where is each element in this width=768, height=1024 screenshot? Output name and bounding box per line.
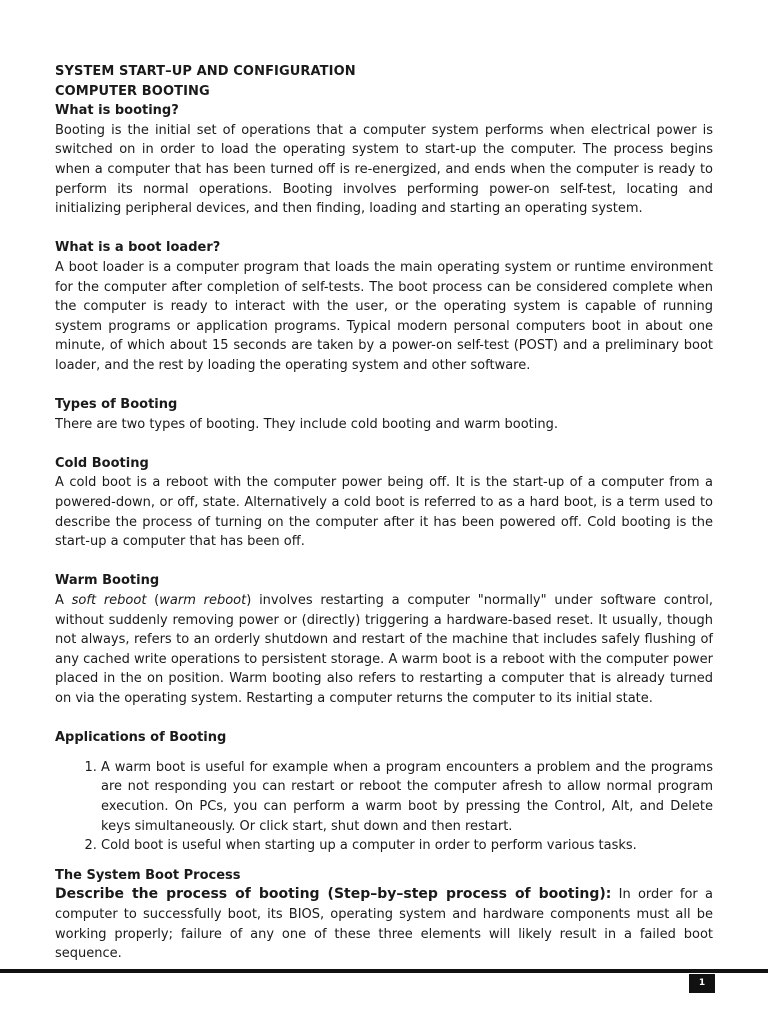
boot-process-body: In order for a computer to successfully boot, its BIOS, operating system and hardware components must all be working properly; failure of any one of these three elements will likely result in a failed boot sequence. xyxy=(55,887,713,962)
paragraph-types-of-booting: There are two types of booting. They include cold booting and warm booting. xyxy=(55,416,558,432)
list-item: 2. Cold boot is useful when starting up a computer in order to perform various tasks. xyxy=(101,836,713,856)
list-item: 1. A warm boot is useful for example when a program encounters a problem and the programs are not responding you can restart or reboot the computer afresh to allow normal program execution. On PCs, you can perform a warm boot by pressing the Control, Alt, and Delete keys simultaneously. Or click start, shut down and then restart. xyxy=(101,758,713,836)
heading-applications: Applications of Booting xyxy=(55,730,227,746)
applications-list xyxy=(55,758,713,856)
page-number: 1 xyxy=(689,974,715,993)
heading-boot-loader: What is a boot loader? xyxy=(55,240,221,256)
paragraph-cold-booting: A cold boot is a reboot with the computer power being off. It is the start-up of a computer from a powered-down, or off, state. Alternatively a cold boot is referred to as a hard boot, is a term used to describe the process of turning on the computer after it has been powered off. Cold booting is the start-up a computer that has been off. xyxy=(55,475,713,550)
term-soft-reboot: soft reboot xyxy=(71,593,147,609)
heading-what-is-booting: What is booting? xyxy=(55,103,179,119)
heading-warm-booting: Warm Booting xyxy=(55,573,160,589)
paragraph-boot-process xyxy=(55,885,713,963)
footer-rule xyxy=(0,969,768,973)
heading-boot-process: The System Boot Process xyxy=(55,867,241,883)
warm-prefix: A xyxy=(55,593,72,609)
heading-cold-booting: Cold Booting xyxy=(55,455,149,471)
paragraph-boot-loader: A boot loader is a computer program that loads the main operating system or runtime environment for the computer after completion of self-tests. The boot process can be considered complete when the computer is ready to interact with the user, or the operating system is capable of running system programs or application programs. Typical modern personal computers boot in about one minute, of which about 15 seconds are taken by a power-on self-test (POST) and a preliminary boot loader, and the rest by loading the operating system and other software. xyxy=(55,259,713,373)
boot-process-lead: Describe the process of booting (Step–by–step process of booting): xyxy=(55,886,612,903)
term-warm-reboot: warm reboot xyxy=(159,593,247,609)
warm-rest: ) involves restarting a computer "normally" under software control, without suddenly removing power or (directly) triggering a hardware-based reset. It usually, though not always, refers to an orderly shutdown and restart of the machine that includes safely flushing of any cached write operations to persistent storage. A warm boot is a reboot with the computer power placed in the on position. Warm booting also refers to restarting a computer that is already turned on via the operating system. Restarting a computer returns the computer to its initial state. xyxy=(55,593,713,706)
heading-types-of-booting: Types of Booting xyxy=(55,397,178,413)
document-subtitle: COMPUTER BOOTING xyxy=(55,83,210,99)
warm-mid: ( xyxy=(146,593,160,609)
paragraph-what-is-booting: Booting is the initial set of operations that a computer system performs when electrical power is switched on in order to load the operating system to start-up the computer. The process begins when a computer that has been turned off is re-energized, and ends when the computer is ready to perform its normal operations. Booting involves performing power-on self-test, locating and initializing peripheral devices, and then finding, loading and starting an operating system. xyxy=(55,122,713,217)
document-page xyxy=(55,62,713,964)
document-title: SYSTEM START–UP AND CONFIGURATION xyxy=(55,64,356,79)
paragraph-warm-booting xyxy=(55,591,713,709)
